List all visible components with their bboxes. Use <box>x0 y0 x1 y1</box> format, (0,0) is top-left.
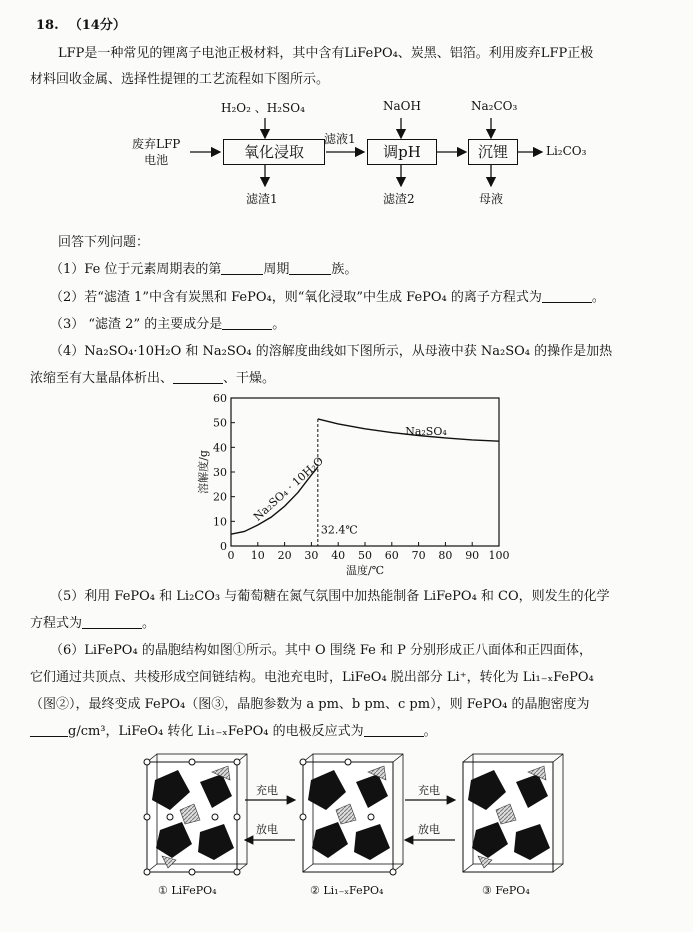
source-label <box>132 136 180 168</box>
q2-blank[interactable] <box>542 290 592 303</box>
x-tick-label: 100 <box>488 549 510 562</box>
x-tick-label: 60 <box>384 549 399 562</box>
q6-line-4 <box>30 720 437 739</box>
q6-blank-1[interactable] <box>30 724 68 737</box>
q5-line-1: （5）利用 FePO₄ 和 Li₂CO₃ 与葡萄糖在氮气氛围中加热能制备 LiFePO₄ 和 CO，则发生的化学 <box>50 589 610 604</box>
x-tick-label: 90 <box>465 549 480 562</box>
q5-line-2 <box>30 612 155 631</box>
q4-text-a: 浓缩至有大量晶体析出、 <box>30 371 174 386</box>
crystal-structures <box>0 752 693 892</box>
reagent-naoh: NaOH <box>383 99 421 113</box>
q1-text-a: （1）Fe 位于元素周期表的第 <box>50 262 222 277</box>
q5-text-a: 方程式为 <box>30 616 83 631</box>
box-oxidative-leaching: 氧化浸取 <box>223 139 325 165</box>
question-header <box>36 14 126 33</box>
question-number: 18. <box>36 18 59 33</box>
q6-line-3: （图②），最终变成 FePO₄（图③，晶胞参数为 a pm、b pm、c pm），则 FePO₄ 的晶胞密度为 <box>30 697 590 712</box>
question-3 <box>50 313 285 332</box>
y-tick-label: 0 <box>220 540 227 553</box>
q1-blank-1[interactable] <box>221 262 263 275</box>
source-label-line1: 废弃LFP <box>132 137 181 151</box>
box-adjust-ph: 调pH <box>367 139 437 165</box>
q2-text-a: （2）若“滤渣 1”中含有炭黑和 FePO₄，则“氧化浸取”中生成 FePO₄ 的离子方程式为 <box>50 290 542 305</box>
structure-fepo4 <box>463 754 563 872</box>
x-tick-label: 80 <box>438 549 453 562</box>
answer-prompt: 回答下列问题： <box>58 235 150 250</box>
x-axis-label: 温度/℃ <box>345 564 385 577</box>
source-label-line2: 电池 <box>144 153 169 167</box>
q4-blank[interactable] <box>173 371 223 384</box>
charge-label-1: 充电 <box>256 784 278 797</box>
residue-2: 滤渣2 <box>383 192 415 206</box>
structure-label-3: ③ FePO₄ <box>482 884 530 897</box>
q1-blank-2[interactable] <box>289 262 331 275</box>
reagent-oxidation: H₂O₂ 、H₂SO₄ <box>221 101 305 115</box>
x-tick-label: 30 <box>304 549 319 562</box>
q3-text-b: 。 <box>272 317 286 332</box>
transition-annotation: 32.4℃ <box>320 523 358 537</box>
chart-frame <box>231 398 499 546</box>
chart-ticks <box>213 392 510 562</box>
y-tick-label: 40 <box>213 441 227 455</box>
structure-label-1: ① LiFePO₄ <box>158 884 217 897</box>
q5-blank[interactable] <box>82 616 142 629</box>
mother-liquor: 母液 <box>479 192 504 206</box>
q6-blank-2[interactable] <box>364 724 424 737</box>
question-1 <box>50 258 357 277</box>
y-tick-label: 10 <box>213 515 227 529</box>
q1-text-c: 族。 <box>331 262 358 277</box>
solubility-chart <box>195 390 525 580</box>
q6-text-b: 。 <box>423 724 437 739</box>
plot-frame <box>231 398 499 546</box>
process-flowchart <box>0 90 693 215</box>
discharge-label-1: 放电 <box>256 823 278 836</box>
y-axis-label: 溶解度/g <box>197 450 210 494</box>
structure-lifepo4 <box>144 754 247 875</box>
box-lithium-precipitation: 沉锂 <box>468 139 518 165</box>
x-tick-label: 0 <box>227 549 235 562</box>
q3-blank[interactable] <box>222 317 272 330</box>
q4-line-2 <box>30 367 275 386</box>
product-label: Li₂CO₃ <box>546 144 587 158</box>
q3-text-a: （3） “滤渣 2” 的主要成分是 <box>50 317 223 332</box>
x-tick-label: 50 <box>358 549 372 562</box>
q4-line-1: （4）Na₂SO₄·10H₂O 和 Na₂SO₄ 的溶解度曲线如下图所示，从母液中获 Na₂SO₄ 的操作是加热 <box>50 344 613 359</box>
y-tick-label: 30 <box>213 466 227 479</box>
q6-line-1: （6）LiFePO₄ 的晶胞结构如图①所示。其中 O 围绕 Fe 和 P 分别形成正八面体和正四面体， <box>50 643 593 658</box>
structure-label-2: ② Li₁₋ₓFePO₄ <box>310 884 384 897</box>
flowchart-arrows <box>0 90 693 215</box>
charge-label-2: 充电 <box>418 784 440 797</box>
q4-text-b: 、干燥。 <box>223 371 276 386</box>
q6-text-a: g/cm³，LiFeO₄ 转化 Li₁₋ₓFePO₄ 的电极反应式为 <box>68 724 364 739</box>
filtrate-label: 滤液1 <box>324 132 356 146</box>
structure-li1-xfepo4 <box>300 754 403 875</box>
x-tick-label: 20 <box>277 549 292 562</box>
q2-text-b: 。 <box>591 290 605 305</box>
reagent-na2co3: Na₂CO₃ <box>471 99 518 113</box>
y-tick-label: 50 <box>213 416 227 430</box>
x-tick-label: 10 <box>250 549 265 562</box>
question-points: （14分） <box>68 18 126 33</box>
series-label-2: Na₂SO₄ <box>405 425 447 438</box>
y-tick-label: 20 <box>213 490 227 504</box>
discharge-label-2: 放电 <box>418 823 440 836</box>
q6-line-2: 它们通过共顶点、共棱形成空间链结构。电池充电时，LiFeO₄ 脱出部分 Li⁺，转化为 Li₁₋ₓFePO₄ <box>30 670 594 685</box>
series-label-1: Na₂SO₄ · 10H₂O <box>251 454 327 524</box>
intro-line-2: 材料回收金属、选择性提锂的工艺流程如下图所示。 <box>30 72 330 87</box>
intro-line-1: LFP是一种常见的锂离子电池正极材料，其中含有LiFePO₄、炭黑、铝箔。利用废弃LFP正极 <box>58 46 594 61</box>
question-2 <box>50 286 605 305</box>
residue-1: 滤渣1 <box>246 192 278 206</box>
x-tick-label: 70 <box>411 549 426 562</box>
q5-text-b: 。 <box>142 616 156 631</box>
y-tick-label: 60 <box>213 392 227 405</box>
chart-series <box>231 419 499 546</box>
x-tick-label: 40 <box>331 549 346 562</box>
q1-text-b: 周期 <box>263 262 290 277</box>
